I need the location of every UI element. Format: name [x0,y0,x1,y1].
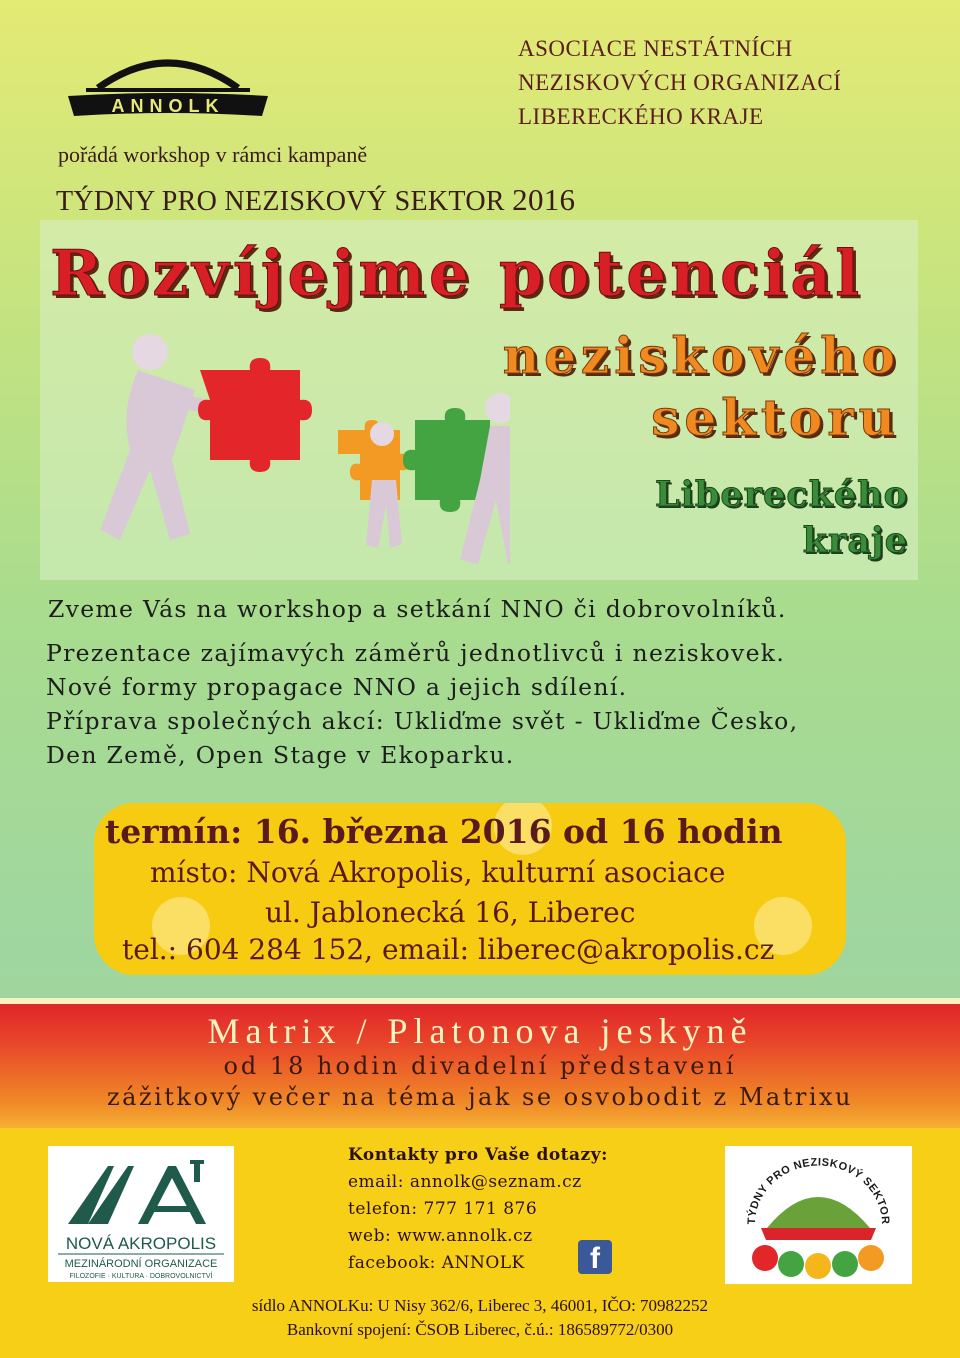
annolk-logo [58,46,278,126]
organization-name [518,32,938,134]
contact-phone: telefon: 777 171 876 [348,1199,538,1219]
event-date: termín: 16. března 2016 od 16 hodin [105,812,783,851]
invite-line-4: Příprava společných akcí: Ukliďme svět - Ukliďme Česko, [46,707,799,735]
facebook-icon[interactable]: f [578,1240,612,1274]
campaign-year: 2016 [512,182,576,217]
campaign-title [56,182,575,218]
main-title-line-1: Rozvíjejme potenciál [50,236,864,310]
na-logo-name: NOVÁ AKROPOLIS [65,1234,217,1253]
registered-address: sídlo ANNOLKu: U Nisy 362/6, Liberec 3, 46001, IČO: 70982252 [251,1296,709,1315]
invite-line-3: Nové formy propagace NNO a jejich sdílení. [46,673,628,701]
org-line-1: ASOCIACE NESTÁTNÍCH [518,36,793,61]
main-title-region [655,472,908,564]
invite-line-5: Den Země, Open Stage v Ekoparku. [46,741,515,769]
puzzle-people-illustration [60,330,510,570]
invitation-text [46,592,926,772]
contact-facebook[interactable]: facebook: ANNOLK [348,1253,525,1273]
annolk-logo-text: ANNOLK [111,96,225,116]
performance-title: Matrix / Platonova jeskyně [207,1011,753,1051]
nova-akropolis-logo [48,1146,234,1282]
contacts-block [348,1142,608,1277]
event-place: místo: Nová Akropolis, kulturní asociace [150,856,726,889]
main-title-line-4: Libereckého [655,474,908,515]
contact-web[interactable]: web: www.annolk.cz [348,1226,533,1246]
invite-line-1: Zveme Vás na workshop a setkání NNO či dobrovolníků. [48,595,787,623]
invite-line-2: Prezentace zajímavých záměrů jednotlivců i neziskovek. [46,639,786,667]
organizes-text: pořádá workshop v rámci kampaně [58,142,368,167]
contact-email[interactable]: email: annolk@seznam.cz [348,1172,582,1192]
tydny-logo-text: TÝDNY PRO NEZISKOVÝ SEKTOR [745,1156,892,1225]
event-street: ul. Jablonecká 16, Liberec [265,896,636,929]
main-title-line-3: sektoru [651,388,900,447]
org-line-2: NEZISKOVÝCH ORGANIZACÍ [518,70,842,95]
event-contact: tel.: 604 284 152, email: liberec@akropolis.cz [122,933,775,966]
campaign-name: TÝDNY PRO NEZISKOVÝ SEKTOR [56,186,505,217]
performance-subtitle-2: zážitkový večer na téma jak se osvobodit z Matrixu [106,1083,853,1111]
na-logo-sub1: MEZINÁRODNÍ ORGANIZACE [64,1258,218,1270]
bank-details: Bankovní spojení: ČSOB Liberec, č.ú.: 186589772/0300 [286,1320,674,1339]
org-line-3: LIBERECKÉHO KRAJE [518,104,764,129]
contacts-heading: Kontakty pro Vaše dotazy: [348,1145,608,1165]
address-block [0,1294,960,1342]
na-logo-sub2: FILOZOFIE · KULTURA · DOBROVOLNICTVÍ [69,1273,213,1280]
tydny-campaign-logo [725,1146,912,1284]
main-title-line-2: neziskového [502,326,900,385]
performance-subtitle-1: od 18 hodin divadelní představení [223,1052,737,1080]
main-title-line-5: kraje [802,520,908,561]
